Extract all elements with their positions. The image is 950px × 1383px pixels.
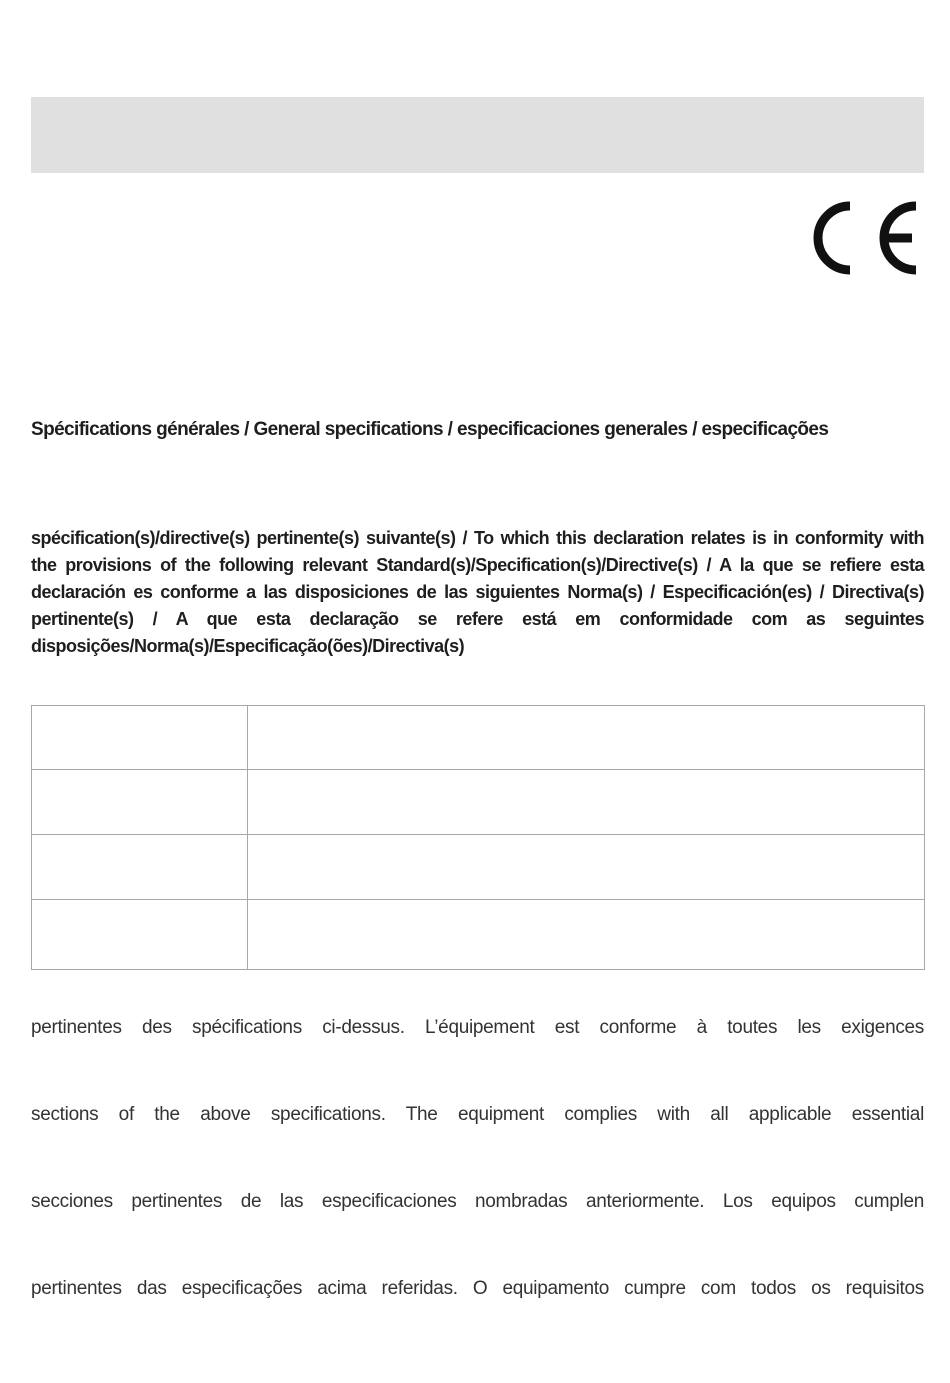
table-value-cell [248, 706, 925, 770]
table-value-cell [248, 835, 925, 900]
table-row [32, 706, 925, 770]
compliance-line-en: sections of the above specifications. The equipment complies with all applicable essential [31, 1104, 924, 1125]
table-value-cell [248, 770, 925, 835]
compliance-line-es: secciones pertinentes de las especificaciones nombradas anteriormente. Los equipos cumplen [31, 1191, 924, 1212]
spec-heading: Spécifications générales / General specifications / especificaciones generales / especificações [31, 419, 829, 440]
ce-mark-icon [806, 196, 924, 280]
table-value-cell [248, 900, 925, 970]
table-label-cell [32, 770, 248, 835]
table-row [32, 835, 925, 900]
header-bar [31, 97, 924, 173]
table-label-cell [32, 900, 248, 970]
table-label-cell [32, 835, 248, 900]
spec-table [31, 705, 925, 970]
compliance-line-fr: pertinentes des spécifications ci-dessus. L’équipement est conforme à toutes les exigences [31, 1017, 924, 1038]
compliance-line-pt: pertinentes das especificações acima referidas. O equipamento cumpre com todos os requisitos [31, 1278, 924, 1299]
table-row [32, 770, 925, 835]
conformity-statement: spécification(s)/directive(s) pertinente(s) suivante(s) / To which this declaration relates is in conformity with the provisions of the following relevant Standard(s)/Specification(s)/Directive(s) / A la que se refiere esta declaración es conforme a las disposiciones de las siguientes Norma(s) / Especificación(es) / Directiva(s) pertinente(s) / A que esta declaração se refere está em conformidade com as seguintes disposições/Norma(s)/Especificação(ões)/Directiva(s) [31, 528, 924, 656]
table-label-cell [32, 706, 248, 770]
table-row [32, 900, 925, 970]
